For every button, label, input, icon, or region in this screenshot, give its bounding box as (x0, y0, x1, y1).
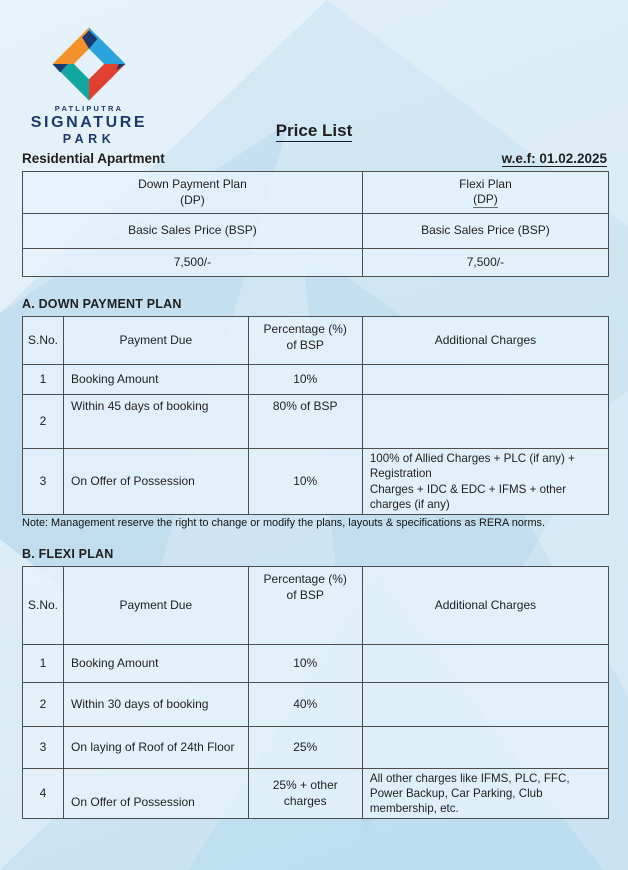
cell-pct: 10% (248, 365, 362, 395)
cell-due: Within 30 days of booking (64, 683, 249, 727)
header-pct-line1: Percentage (%) (263, 322, 347, 336)
header-pct-line2: of BSP (286, 337, 324, 352)
table-row (23, 683, 609, 727)
table-row (23, 645, 609, 683)
cell-sno: 2 (23, 683, 64, 727)
cell-charges (362, 683, 608, 727)
table-row (23, 249, 609, 277)
effective-date: w.e.f: 01.02.2025 (501, 151, 607, 166)
cell-due: Within 45 days of booking (64, 395, 249, 449)
plan-name: Down Payment Plan (138, 176, 247, 191)
cell-due: On laying of Roof of 24th Floor (64, 727, 249, 769)
cell-charges (362, 395, 608, 449)
table-header-row (23, 567, 609, 645)
header-due: Payment Due (64, 317, 249, 365)
header-charges: Additional Charges (362, 317, 608, 365)
cell-sno: 2 (23, 395, 64, 449)
brand-name-sub: PARK (62, 132, 116, 146)
meta-row (22, 151, 607, 167)
cell-charges (362, 727, 608, 769)
section-heading-down-payment: A. DOWN PAYMENT PLAN (22, 297, 182, 311)
table-row (23, 214, 609, 249)
cell-flexi-bsp-value: 7,500/- (362, 249, 608, 277)
cell-due: Booking Amount (64, 365, 249, 395)
plan-abbr: (DP) (180, 192, 205, 207)
cell-charges: All other charges like IFMS, PLC, FFC, Power Backup, Car Parking, Club membership, etc. (362, 769, 608, 819)
cell-sno: 1 (23, 365, 64, 395)
charges-line: Charges + IDC & EDC + IFMS + other charges (if any) (369, 482, 567, 511)
flexi-plan-table (22, 566, 609, 819)
cell-flexi-plan (362, 172, 608, 214)
cell-pct: 80% of BSP (248, 395, 362, 449)
header-pct-line1: Percentage (%) (263, 572, 347, 586)
brand-name-main: SIGNATURE (30, 114, 148, 131)
title-wrap (0, 121, 628, 141)
table-row (23, 769, 609, 819)
note-text: Note: Management reserve the right to change or modify the plans, layouts & specifications as RERA norms. (22, 517, 546, 529)
down-payment-plan-table (22, 316, 609, 515)
cell-charges (362, 645, 608, 683)
cell-sno: 3 (23, 727, 64, 769)
price-summary-table (22, 171, 609, 277)
cell-charges (362, 365, 608, 395)
cell-dp-bsp-label: Basic Sales Price (BSP) (23, 214, 363, 249)
cell-sno: 1 (23, 645, 64, 683)
cell-pct: 10% (248, 645, 362, 683)
header-sno: S.No. (23, 317, 64, 365)
cell-due: On Offer of Possession (64, 449, 249, 515)
table-row (23, 172, 609, 214)
section-heading-flexi: B. FLEXI PLAN (22, 547, 114, 561)
table-row (23, 727, 609, 769)
header-charges: Additional Charges (362, 567, 608, 645)
cell-due: On Offer of Possession (64, 769, 249, 819)
header-pct (248, 567, 362, 645)
table-row (23, 449, 609, 515)
header-pct-line2: of BSP (286, 587, 324, 602)
cell-dp-plan (23, 172, 363, 214)
cell-dp-bsp-value: 7,500/- (23, 249, 363, 277)
cell-charges (362, 449, 608, 515)
cell-pct: 40% (248, 683, 362, 727)
cell-pct: 25% + other charges (248, 769, 362, 819)
cell-flexi-bsp-label: Basic Sales Price (BSP) (362, 214, 608, 249)
cell-pct: 10% (248, 449, 362, 515)
cell-pct: 25% (248, 727, 362, 769)
page-title: Price List (275, 121, 353, 140)
plan-name: Flexi Plan (459, 176, 512, 191)
brand-name-top: PATLIPUTRA (54, 104, 124, 113)
table-row (23, 395, 609, 449)
plan-abbr: (DP) (473, 192, 498, 207)
header-sno: S.No. (23, 567, 64, 645)
charges-line: 100% of Allied Charges + PLC (if any) + Registration (369, 452, 575, 481)
cell-due: Booking Amount (64, 645, 249, 683)
segment-label: Residential Apartment (22, 151, 165, 166)
logo-diamond-icon (51, 26, 127, 102)
header-due: Payment Due (64, 567, 249, 645)
cell-sno: 4 (23, 769, 64, 819)
table-header-row (23, 317, 609, 365)
cell-sno: 3 (23, 449, 64, 515)
table-row (23, 365, 609, 395)
header-pct (248, 317, 362, 365)
